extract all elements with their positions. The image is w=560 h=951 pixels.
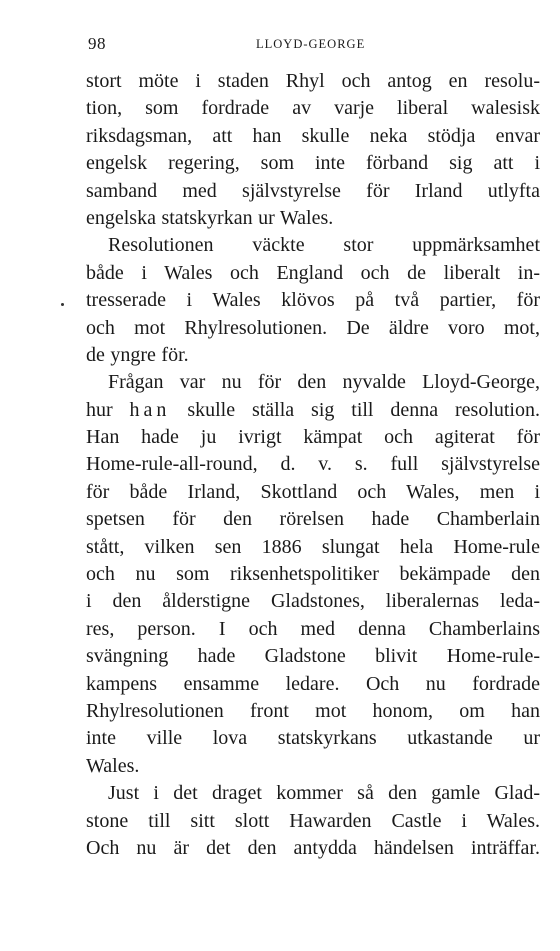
text-line: tresserade i Wales klövos på två partier, för: [86, 289, 540, 312]
text-line: inte ville lova statskyrkans utkastande ur: [86, 727, 540, 750]
text-line: samband med självstyrelse för Irland utlyfta: [86, 179, 540, 202]
text-line-emphasis: [86, 397, 540, 424]
text-line: för både Irland, Skottland och Wales, men i: [86, 480, 540, 503]
text-line: res, person. I och med denna Chamberlains: [86, 617, 540, 640]
text-line: riksdagsman, att han skulle neka stödja envar: [86, 124, 540, 147]
text-line: i den ålderstigne Gladstones, liberalernas leda-: [86, 590, 540, 613]
text-line: de yngre för.: [86, 343, 189, 366]
text-line: Rhylresolutionen front mot honom, om han: [86, 699, 540, 722]
text-line: och nu som riksenhetspolitiker bekämpade den: [86, 563, 540, 586]
text-line: svängning hade Gladstone blivit Home-rule-: [86, 645, 540, 668]
text-line: Home-rule-all-round, d. v. s. full självstyrelse: [86, 453, 540, 476]
text-line: spetsen för den rörelsen hade Chamberlain: [86, 508, 540, 531]
text-line: Just i det draget kommer så den gamle Glad-: [108, 782, 540, 805]
text-line: Wales.: [86, 754, 140, 777]
emphasized-word: han: [129, 398, 171, 421]
text-line: stort möte i staden Rhyl och antog en resolu-: [86, 70, 540, 92]
text-fragment: skulle ställa sig till denna resolution.: [170, 398, 540, 421]
text-line: Resolutionen väckte stor uppmärksamhet: [108, 234, 540, 257]
print-speck: [61, 303, 64, 306]
text-line: engelska statskyrkan ur Wales.: [86, 206, 334, 229]
text-line: kampens ensamme ledare. Och nu fordrade: [86, 672, 540, 695]
text-line: stått, vilken sen 1886 slungat hela Home-rule: [86, 535, 540, 558]
text-line: Och nu är det den antydda händelsen inträffar.: [86, 836, 540, 859]
text-line: och mot Rhylresolutionen. De äldre voro mot,: [86, 316, 540, 339]
text-line: både i Wales och England och de liberalt in-: [86, 261, 540, 284]
running-head: [88, 34, 540, 56]
text-line: engelsk regering, som inte förband sig att i: [86, 152, 540, 175]
text-line: Frågan var nu för den nyvalde Lloyd-George,: [108, 371, 540, 394]
text-line: Han hade ju ivrigt kämpat och agiterat för: [86, 426, 540, 449]
text-fragment: hur: [86, 398, 130, 421]
running-title: LLOYD-GEORGE: [256, 37, 366, 51]
body-text: [86, 68, 540, 862]
page-number: 98: [88, 34, 106, 53]
text-line: stone till sitt slott Hawarden Castle i Wales.: [86, 809, 540, 832]
text-line: tion, som fordrade av varje liberal walesisk: [86, 97, 540, 120]
